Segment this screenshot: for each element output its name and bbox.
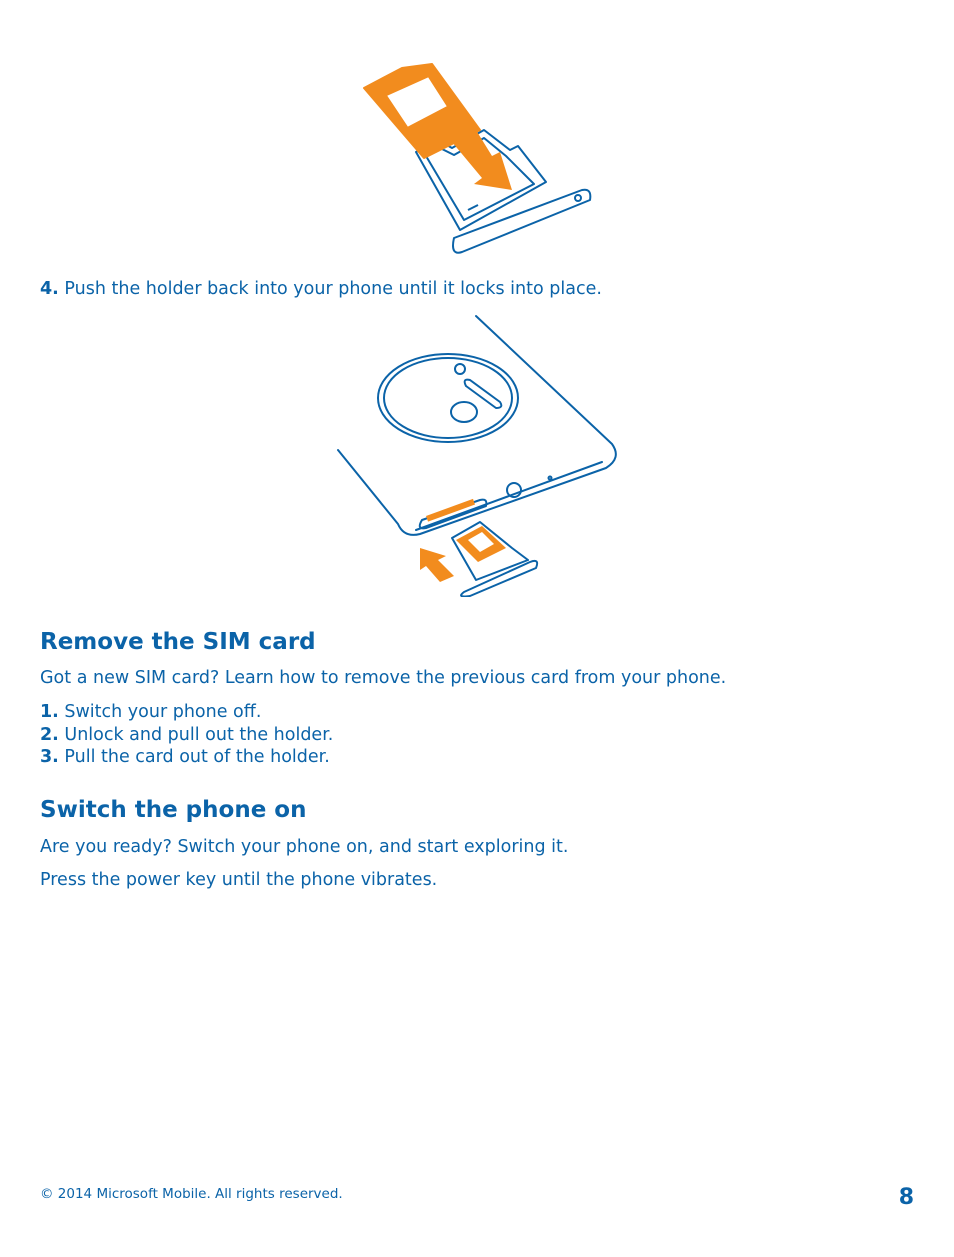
page-number: 8 bbox=[898, 1185, 914, 1210]
remove-sim-heading: Remove the SIM card bbox=[40, 629, 316, 655]
footer-copyright: © 2014 Microsoft Mobile. All rights reserved. bbox=[40, 1186, 343, 1202]
step-number: 4. bbox=[40, 279, 59, 299]
step-number: 2. bbox=[40, 725, 59, 745]
step-text: Unlock and pull out the holder. bbox=[58, 725, 334, 745]
push-arrow-icon bbox=[420, 548, 454, 582]
step-text: Switch your phone off. bbox=[58, 702, 262, 722]
switch-phone-on-para-2: Press the power key until the phone vibrates. bbox=[40, 870, 438, 890]
step-text: Pull the card out of the holder. bbox=[58, 747, 330, 767]
remove-sim-intro: Got a new SIM card? Learn how to remove the previous card from your phone. bbox=[40, 668, 727, 688]
step-4 bbox=[40, 278, 602, 300]
remove-step-3 bbox=[40, 746, 330, 768]
step-text: Push the holder back into your phone until it locks into place. bbox=[58, 279, 602, 299]
sim-card-insert-into-holder-illustration bbox=[350, 60, 610, 260]
remove-step-1 bbox=[40, 701, 261, 723]
step-number: 1. bbox=[40, 702, 59, 722]
switch-phone-on-para-1: Are you ready? Switch your phone on, and start exploring it. bbox=[40, 837, 569, 857]
remove-step-2 bbox=[40, 724, 333, 746]
step-number: 3. bbox=[40, 747, 59, 767]
camera-ring-icon bbox=[378, 354, 518, 442]
switch-phone-on-heading: Switch the phone on bbox=[40, 797, 307, 823]
phone-holder-insert-illustration bbox=[330, 312, 630, 597]
